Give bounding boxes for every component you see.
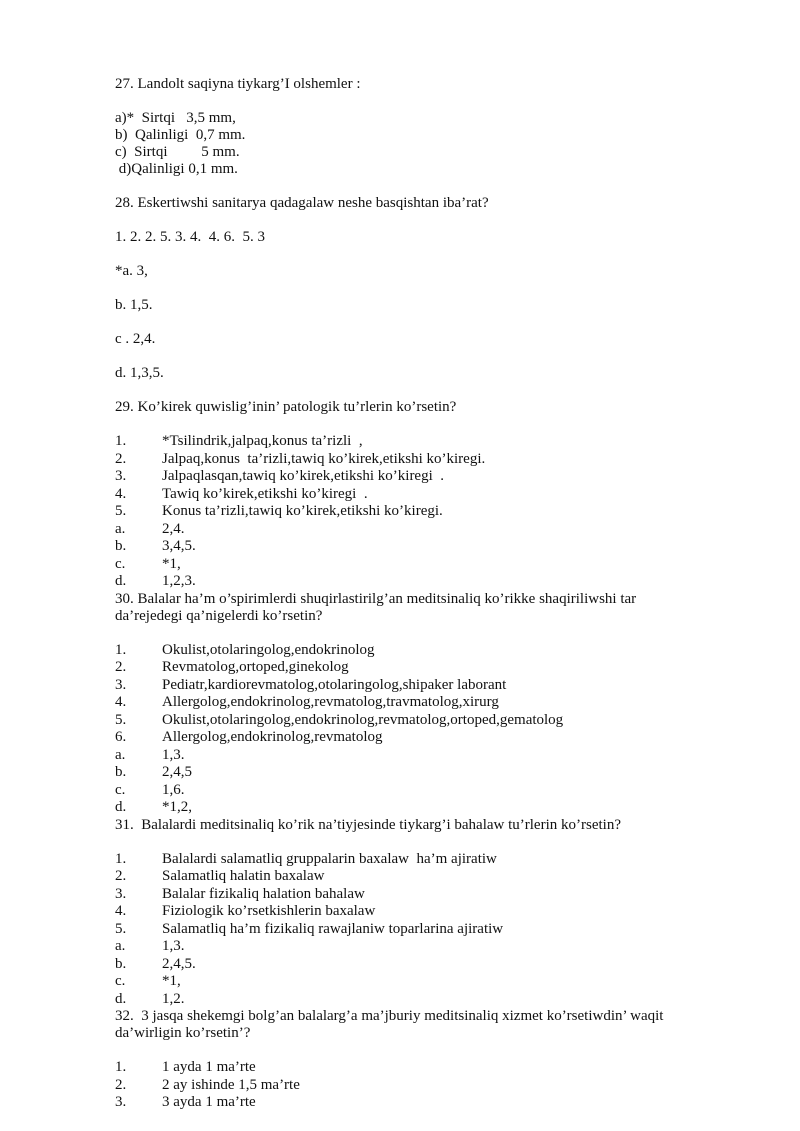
list-item: 2. Revmatolog,ortoped,ginekolog bbox=[115, 659, 349, 675]
question-27-title: 27. Landolt saqiyna tiykarg’I olshemler : bbox=[115, 76, 361, 92]
list-item: b. 2,4,5 bbox=[115, 764, 192, 780]
question-28 bbox=[115, 195, 690, 382]
question-27-option-b: b) Qalinligi 0,7 mm. bbox=[115, 127, 246, 143]
question-27-option-d: d)Qalinligi 0,1 mm. bbox=[115, 161, 238, 177]
list-item: a. 1,3. bbox=[115, 938, 185, 954]
list-item: 2. Salamatliq halatin baxalaw bbox=[115, 868, 325, 884]
list-item: c. *1, bbox=[115, 555, 181, 572]
question-27-option-c: c) Sirtqi 5 mm. bbox=[115, 144, 240, 160]
question-28-answer-a: *a. 3, bbox=[115, 263, 148, 279]
document-page bbox=[115, 76, 690, 1112]
list-item: b. 3,4,5. bbox=[115, 538, 196, 554]
list-item: 3. 3 ayda 1 ma’rte bbox=[115, 1094, 256, 1110]
question-29-title: 29. Ko’kirek quwislig’inin’ patologik tu’rlerin ko’rsetin? bbox=[115, 399, 457, 415]
question-30 bbox=[115, 591, 690, 817]
question-32-title-line-1: 32. 3 jasqa shekemgi bolg’an balalarg’a ma’jburiy meditsinaliq xizmet ko’rsetiwdin’ waqit bbox=[115, 1008, 664, 1024]
list-item: d. *1,2, bbox=[115, 799, 192, 815]
question-31-list bbox=[115, 851, 690, 1009]
list-item: c. *1, bbox=[115, 973, 181, 989]
list-item: d. 1,2,3. bbox=[115, 573, 196, 589]
list-item: c. 1,6. bbox=[115, 781, 185, 798]
question-28-answer-b: b. 1,5. bbox=[115, 297, 153, 313]
list-item: 2. 2 ay ishinde 1,5 ma’rte bbox=[115, 1076, 300, 1093]
list-item: 2. Jalpaq,konus ta’rizli,tawiq ko’kirek,etikshi ko’kiregi. bbox=[115, 450, 486, 467]
list-item: 5. Salamatliq ha’m fizikaliq rawajlaniw toparlarina ajiratiw bbox=[115, 920, 504, 937]
question-28-answer-d: d. 1,3,5. bbox=[115, 365, 164, 381]
question-27 bbox=[115, 76, 690, 178]
question-28-numbers: 1. 2. 2. 5. 3. 4. 4. 6. 5. 3 bbox=[115, 229, 265, 245]
list-item: 3. Jalpaqlasqan,tawiq ko’kirek,etikshi ko’kiregi . bbox=[115, 468, 445, 484]
list-item: 1. 1 ayda 1 ma’rte bbox=[115, 1059, 256, 1075]
list-item: a. 1,3. bbox=[115, 746, 185, 763]
question-28-answer-c: c . 2,4. bbox=[115, 331, 156, 347]
question-31-title: 31. Balalardi meditsinaliq ko’rik na’tiyjesinde tiykarg’i bahalaw tu’rlerin ko’rsetin? bbox=[115, 816, 621, 833]
list-item: 4. Fiziologik ko’rsetkishlerin baxalaw bbox=[115, 903, 376, 919]
question-29 bbox=[115, 399, 690, 591]
list-item: 1. *Tsilindrik,jalpaq,konus ta’rizli , bbox=[115, 433, 363, 449]
list-item: b. 2,4,5. bbox=[115, 955, 196, 972]
list-item: 5. Konus ta’rizli,tawiq ko’kirek,etikshi ko’kiregi. bbox=[115, 503, 443, 519]
question-30-title-line-2: da’rejedegi qa’nigelerdi ko’rsetin? bbox=[115, 607, 323, 624]
list-item: 3. Pediatr,kardiorevmatolog,otolaringolog,shipaker laborant bbox=[115, 676, 507, 693]
list-item: 6. Allergolog,endokrinolog,revmatolog bbox=[115, 729, 383, 745]
list-item: 5. Okulist,otolaringolog,endokrinolog,revmatolog,ortoped,gematolog bbox=[115, 711, 564, 728]
question-30-title-line-1: 30. Balalar ha’m o’spirimlerdi shuqirlastirilg’an meditsinaliq ko’rikke shaqiriliwshi tar bbox=[115, 590, 637, 607]
question-30-list bbox=[115, 642, 690, 817]
question-32 bbox=[115, 1008, 690, 1112]
question-31 bbox=[115, 817, 690, 1009]
list-item: a. 2,4. bbox=[115, 520, 185, 537]
list-item: 4. Allergolog,endokrinolog,revmatolog,travmatolog,xirurg bbox=[115, 694, 499, 710]
question-32-list bbox=[115, 1059, 690, 1112]
question-28-title: 28. Eskertiwshi sanitarya qadagalaw neshe basqishtan iba’rat? bbox=[115, 195, 489, 211]
question-32-title-line-2: da’wirligin ko’rsetin’? bbox=[115, 1025, 251, 1041]
list-item: 1. Okulist,otolaringolog,endokrinolog bbox=[115, 641, 375, 658]
question-27-option-a: a)* Sirtqi 3,5 mm, bbox=[115, 110, 236, 126]
list-item: 4. Tawiq ko’kirek,etikshi ko’kiregi . bbox=[115, 485, 368, 502]
list-item: d. 1,2. bbox=[115, 990, 185, 1007]
list-item: 3. Balalar fizikaliq halation bahalaw bbox=[115, 885, 365, 902]
question-29-list bbox=[115, 433, 690, 591]
list-item: 1. Balalardi salamatliq gruppalarin baxalaw ha’m ajiratiw bbox=[115, 850, 497, 867]
